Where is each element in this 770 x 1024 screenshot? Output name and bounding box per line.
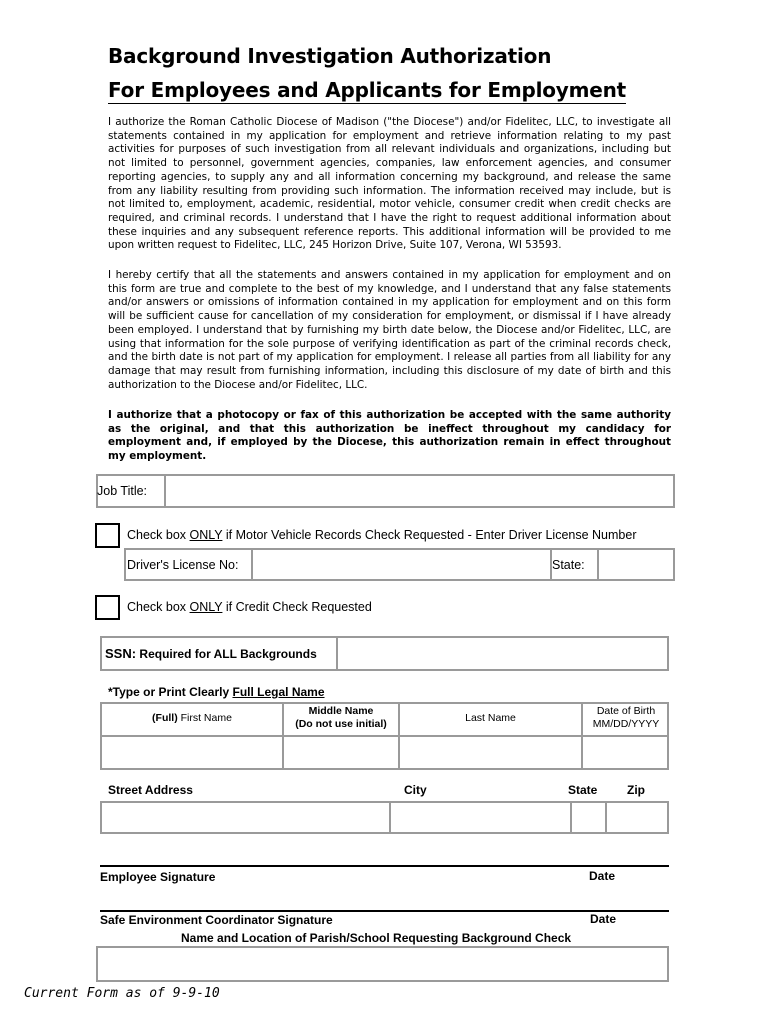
middle-name-header xyxy=(284,705,398,731)
ssn-label xyxy=(105,646,317,661)
middle-name-note: (Do not use initial) xyxy=(295,718,387,730)
first-name-prefix: (Full) xyxy=(152,712,178,724)
credit-prefix: Check box xyxy=(127,600,190,614)
credit-check-text xyxy=(127,600,372,614)
mvr-prefix: Check box xyxy=(127,528,190,542)
ssn-input[interactable] xyxy=(340,638,667,669)
zip-label: Zip xyxy=(627,783,645,797)
drivers-license-row xyxy=(124,548,675,581)
employee-signature-line[interactable] xyxy=(100,865,669,867)
city-input[interactable] xyxy=(393,803,568,832)
photocopy-paragraph: I authorize that a photocopy or fax of this authorization be accepted with the same authority as the original, and that this authorization be ineffect throughout my candidacy for employment and, if employed by the Diocese, this authorization remain in effect throughout my employment. xyxy=(108,409,671,463)
first-name-text: First Name xyxy=(177,712,232,724)
ssn-row xyxy=(100,636,669,671)
dob-format: MM/DD/YYYY xyxy=(592,718,660,730)
mvr-suffix: if Motor Vehicle Records Check Requested - Enter Driver License Number xyxy=(222,528,637,542)
first-name-input[interactable] xyxy=(102,737,280,768)
state-label: State: xyxy=(552,558,585,572)
page-subtitle: For Employees and Applicants for Employment xyxy=(108,78,627,102)
ssn-label-strong: SSN: xyxy=(105,646,137,661)
first-name-header xyxy=(102,712,282,724)
parish-label: Name and Location of Parish/School Requesting Background Check xyxy=(181,931,572,945)
coordinator-date-label: Date xyxy=(590,912,617,926)
city-label: City xyxy=(404,783,427,797)
job-title-row xyxy=(96,474,675,508)
last-name-header: Last Name xyxy=(465,712,516,724)
street-address-label: Street Address xyxy=(108,783,193,797)
dob-text: Date of Birth xyxy=(596,705,656,717)
dob-header xyxy=(583,705,669,731)
coordinator-signature-label: Safe Environment Coordinator Signature xyxy=(100,913,333,927)
page-title: Background Investigation Authorization xyxy=(108,44,552,68)
form-version-footer: Current Form as of 9-9-10 xyxy=(24,986,220,1001)
last-name-input[interactable] xyxy=(400,737,579,768)
zip-input[interactable] xyxy=(609,803,667,832)
credit-suffix: if Credit Check Requested xyxy=(222,600,372,614)
certification-paragraph: I hereby certify that all the statements and answers contained in my application for employment and on this form are true and complete to the best of my knowledge, and I understand that any false statements and/or answers or omissions of information contained in my application for employment and on this form will be sufficient cause for cancellation of my consideration for employment, or dismissal if I have already been employed. I understand that by furnishing my birth date below, the Diocese and/or Fidelitec, LLC, are using that information for the sole purpose of verifying identification as part of the criminal records check, and the birth date is not part of my application for employment. I release all parties from all liability for any damage that may result from furnishing information, including this disclosure of my date of birth and this authorization to the Diocese and/or Fidelitec, LLC. xyxy=(108,269,671,391)
mvr-only: ONLY xyxy=(189,528,223,542)
ssn-label-rest: Required for ALL Backgrounds xyxy=(136,647,317,661)
state-address-label: State xyxy=(568,783,598,797)
employee-signature-label: Employee Signature xyxy=(100,870,216,884)
drivers-license-input[interactable] xyxy=(255,550,548,579)
name-instruction xyxy=(108,685,325,699)
dob-input[interactable] xyxy=(583,737,667,768)
coordinator-signature-line[interactable] xyxy=(100,910,669,912)
mvr-checkbox[interactable] xyxy=(95,523,120,548)
job-title-label: Job Title: xyxy=(97,484,148,498)
middle-name-input[interactable] xyxy=(284,737,396,768)
authorization-paragraph: I authorize the Roman Catholic Diocese of Madison ("the Diocese") and/or Fidelitec, LLC, to investigate all statements contained in my application for employment and retrieve information relating to my past activities for purposes of such investigation from all relevant individuals and organizations, including but not limited to personnel, government agencies, companies, law enforcement agencies, and consumer reporting agencies, to supply any and all information concerning my background, and release the same from any liability resulting from providing such information. The information received may include, but is not limited to, employment, academic, residential, motor vehicle, consumer credit when credit checks are required, and criminal records. I understand that I have the right to request additional information about these inquiries and any subsequent reference reports. This additional information will be provided to me upon written request to Fidelitec, LLC, 245 Horizon Drive, Suite 107, Verona, WI 53593. xyxy=(108,116,671,252)
name-table xyxy=(100,702,669,770)
address-row xyxy=(100,801,669,834)
street-address-input[interactable] xyxy=(102,803,387,832)
credit-only: ONLY xyxy=(189,600,223,614)
license-state-input[interactable] xyxy=(601,550,673,579)
parish-input[interactable] xyxy=(96,946,669,982)
drivers-license-label: Driver's License No: xyxy=(127,558,239,572)
name-instruction-prefix: *Type or Print Clearly xyxy=(108,685,233,699)
middle-name-text: Middle Name xyxy=(308,705,374,717)
credit-checkbox[interactable] xyxy=(95,595,120,620)
mvr-check-text xyxy=(127,528,636,542)
job-title-input[interactable] xyxy=(168,476,673,506)
employee-date-label: Date xyxy=(589,869,616,883)
state-input[interactable] xyxy=(574,803,603,832)
name-instruction-underlined: Full Legal Name xyxy=(232,685,325,699)
